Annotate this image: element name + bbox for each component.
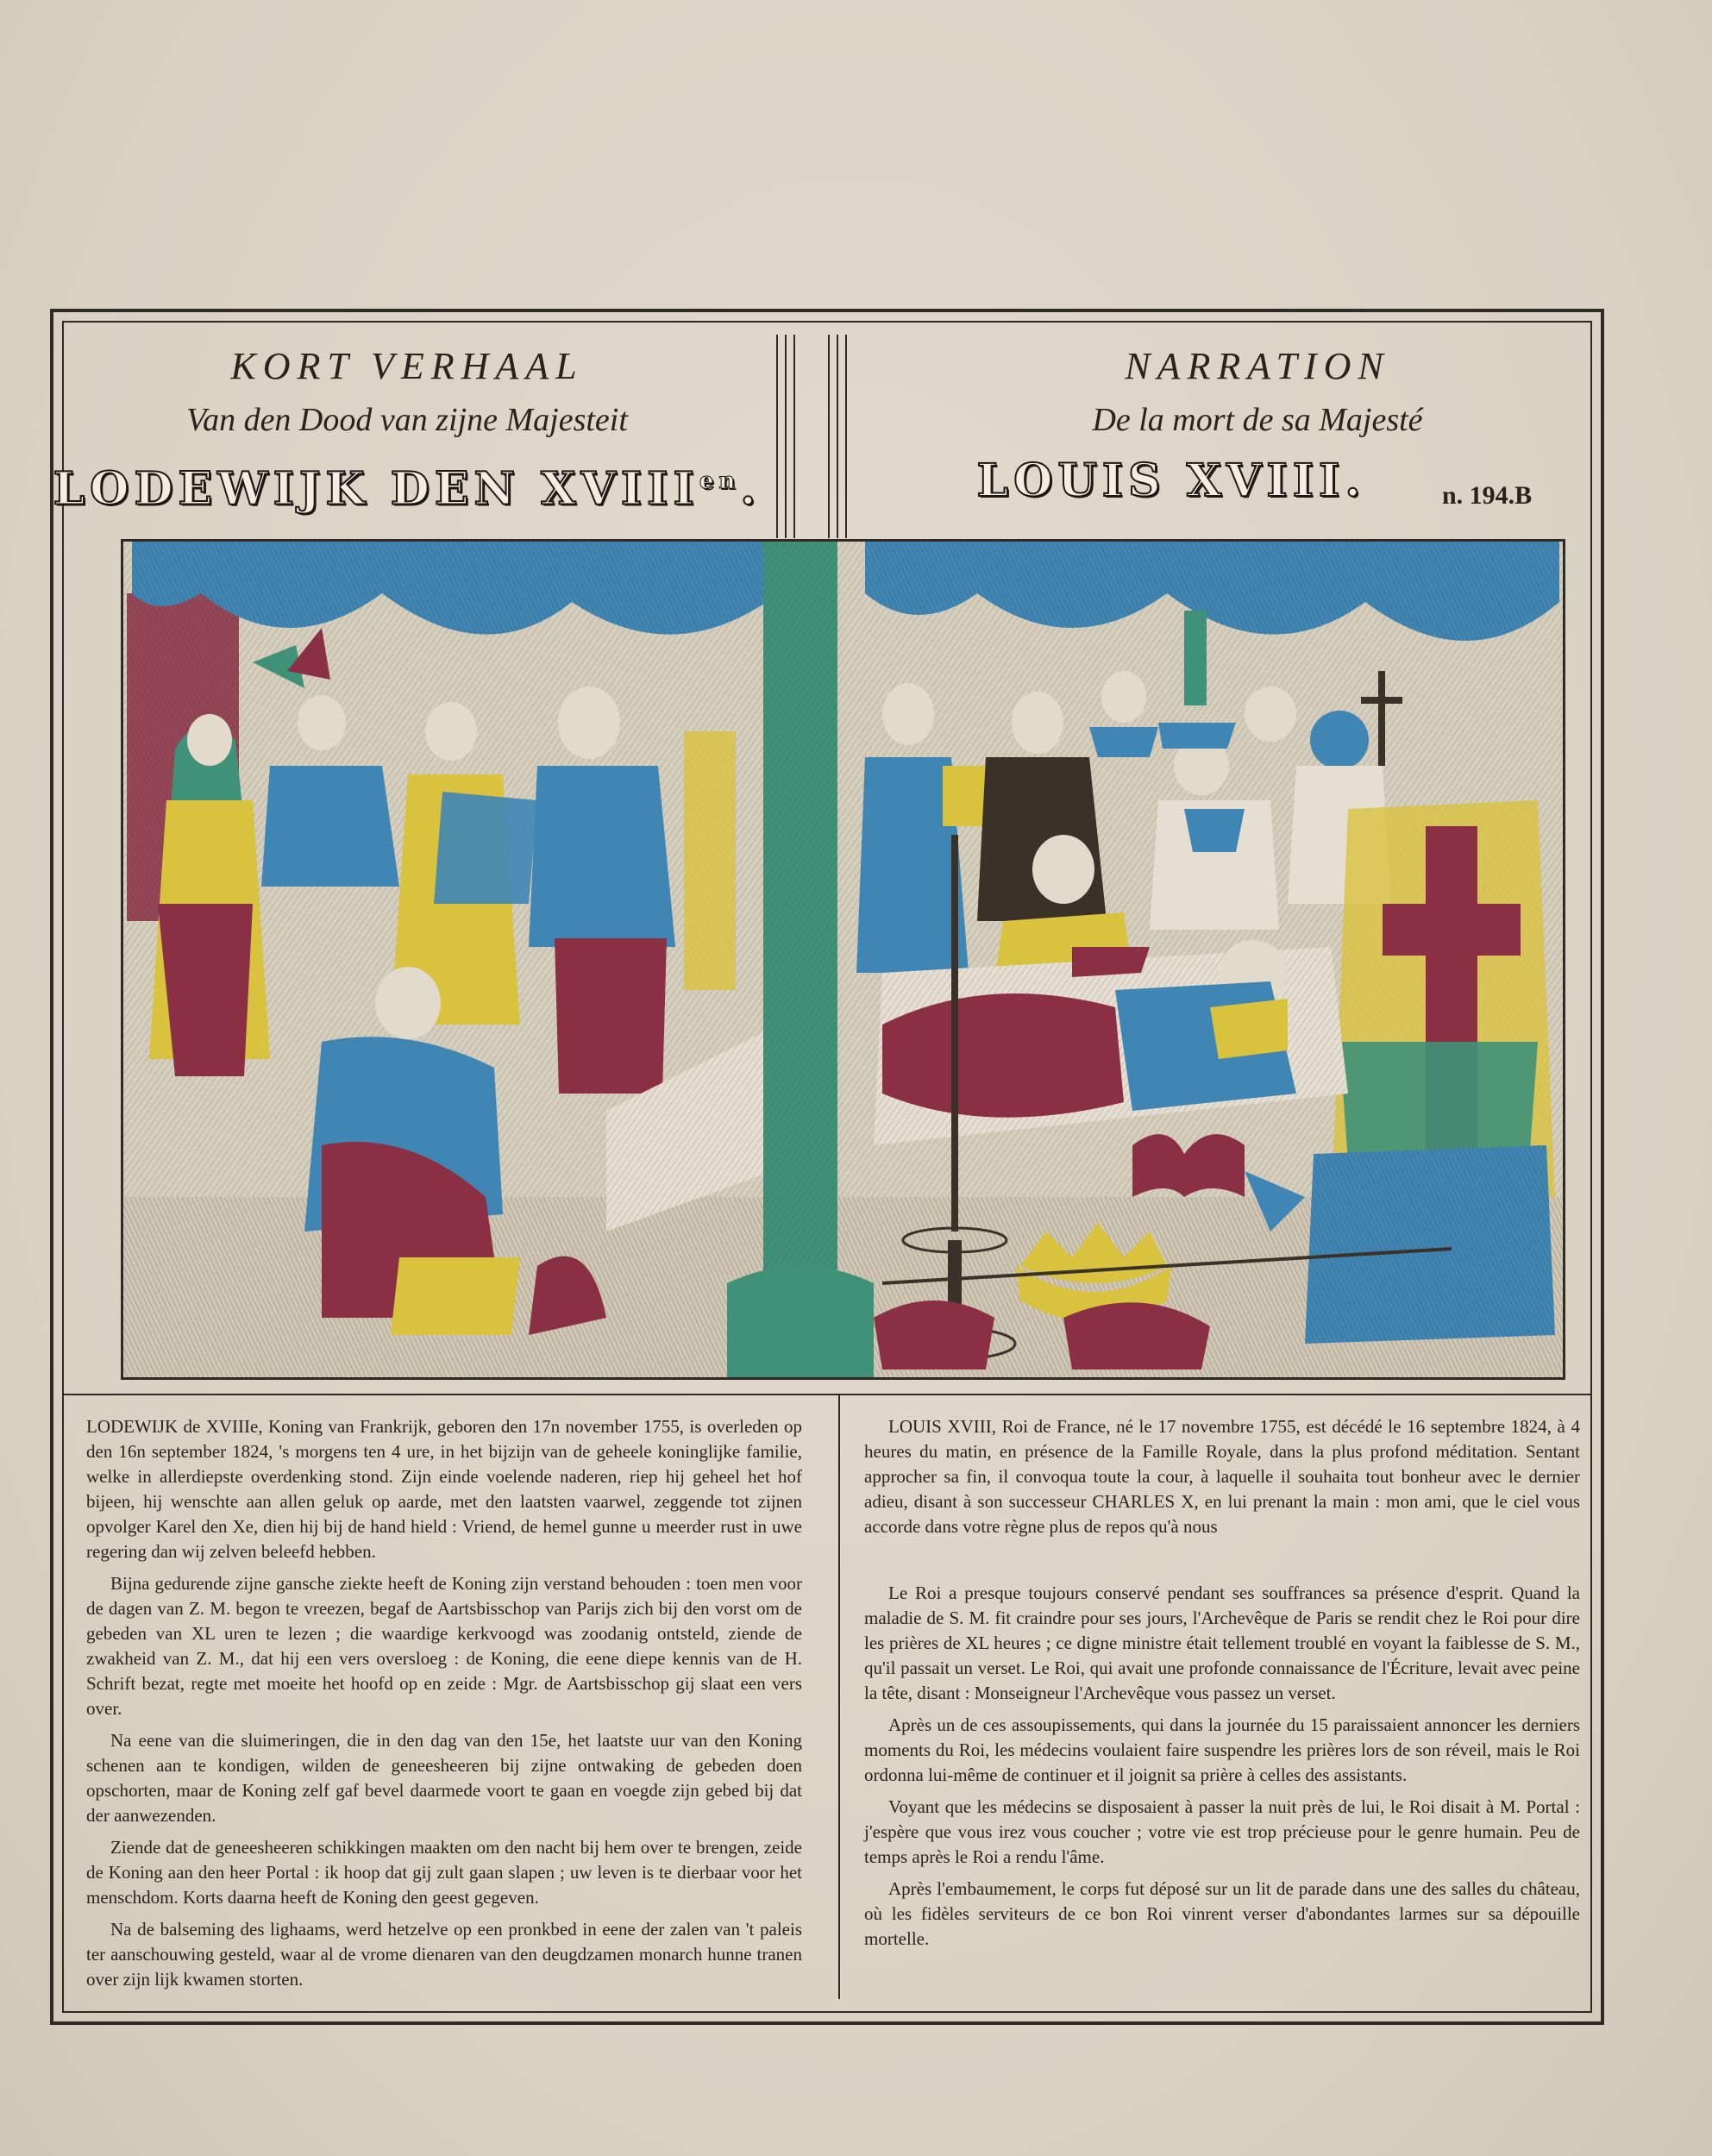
deathbed-scene-illustration: [123, 542, 1563, 1377]
french-title-line2: De la mort de sa Majesté: [1092, 402, 1423, 438]
header-divider-line: [837, 335, 838, 538]
print-reference-number: n. 194.B: [1442, 481, 1533, 510]
dutch-paragraph: Bijna gedurende zijne gansche ziekte heeft de Koning zijn verstand behouden : toen men voor de dagen van Z. M. begon te vreezen, begaf de Aartsbisschop van Parijs zich bij den vorst om de gebeden van XL uren te lezen ; die waardige kerkvoogd was zoodanig ontsteld, ziende de zwakheid van Z. M., dat hij een vers oversloeg : de Koning, die eene diepe kennis van de H. Schrift bezat, regte met moeite het hoofd op en zeide : Mgr. de Aartsbisschop gij slaat een vers over.: [86, 1573, 802, 1719]
dutch-paragraph: Na eene van die sluimeringen, die in den dag van den 15e, het laatste uur van den Koning schenen aan te kondigen, wilden de geneesheeren bij zijne ontwaking de gebeden doen opschorten, maar de Koning zelf gaf bevel daarmede voort te gaan en voegde zijn gebed bij dat der aanwezenden.: [86, 1730, 802, 1826]
dutch-paragraph: LODEWIJK de XVIIIe, Koning van Frankrijk, geboren den 17n november 1755, is overleden op den 16n september 1824, 's morgens ten 4 ure, in het bijzijn van de geheele koninglijke familie, welke in allerdiepste overdenking stond. Zijn einde voelende naderen, riep hij geheel het hof bijeen, hij wenschte aan allen geluk op aarde, met den laatsten vaarwel, zeggende tot zijnen opvolger Karel den Xe, dien hij bij de hand hield : Vriend, de hemel gunne u meerder rust in uwe regering dan wij zelven beleefd hebben.: [86, 1416, 802, 1562]
french-paragraph: Après un de ces assoupissements, qui dans la journée du 15 paraissaient annoncer les derniers moments du Roi, les médecins voulaient faire suspendre les prières lors de son réveil, mais le Roi ordonna lui-même de continuer et il joignit sa prière à celles des assistants.: [864, 1714, 1580, 1785]
text-divider-line: [838, 1395, 840, 1999]
header-divider-line: [828, 335, 830, 538]
french-paragraph: Voyant que les médecins se disposaient à passer la nuit près de lui, le Roi disait à M. Portal : j'espère que vous irez vous coucher ; votre vie est trop précieuse pour le genre humain. Peu de temps après le Roi a rendu l'âme.: [864, 1796, 1580, 1867]
french-text-column: [864, 1414, 1580, 1959]
french-title-line1: NARRATION: [1125, 345, 1390, 387]
dutch-title-line1: KORT VERHAAL: [230, 345, 584, 387]
dutch-title-block: [36, 341, 778, 523]
french-paragraph: Le Roi a presque toujours conservé pendant ses souffrances sa présence d'esprit. Quand la maladie de S. M. fit craindre pour ses jours, l'Archevêque de Paris se rendit chez le Roi pour dire les prières de XL heures ; ce digne ministre était tellement troublé en voyant la faiblesse de S. M., qu'il passait un verset. Le Roi, qui avait une profonde connaissance de l'Écriture, levait avec peine la tête, disant : Monseigneur l'Archevêque vous passez un verset.: [864, 1583, 1580, 1703]
header-divider-line: [793, 335, 795, 538]
paragraph-gap: [864, 1546, 1580, 1581]
dutch-title-line2: Van den Dood van zijne Majesteit: [186, 402, 628, 438]
french-paragraph: LOUIS XVIII, Roi de France, né le 17 novembre 1755, est décédé le 16 septembre 1824, à 4 heures du matin, en présence de la Famille Royale, dans la plus profond méditation. Sentant approcher sa fin, il convoqua toute la cour, à laquelle il souhaita tout bonheur avec le dernier adieu, disant à son successeur CHARLES X, en lui prenant la main : mon ami, que le ciel vous accorde dans votre règne plus de repos qu'à nous: [864, 1416, 1580, 1537]
dutch-title-king-name: LODEWIJK DEN $XVIII^{en}$.: [53, 462, 762, 516]
header-divider-line: [845, 335, 847, 538]
french-title-king-name: LOUIS XVIII.: [976, 454, 1366, 507]
illustration-plate: [121, 539, 1565, 1380]
header-divider-line: [785, 335, 787, 538]
dutch-paragraph: Ziende dat de geneesheeren schikkingen maakten om den nacht bij hem over te brengen, zeide de Koning aan den heer Portal : ik hoop dat gij zult gaan slapen ; uw leven is te dierbaar voor het menschdom. Korts daarna heeft de Koning den geest gegeven.: [86, 1837, 802, 1908]
plate-bottom-rule: [62, 1394, 1592, 1395]
dutch-text-column: [86, 1414, 802, 1999]
french-paragraph: Après l'embaumement, le corps fut déposé sur un lit de parade dans une des salles du château, où les fidèles serviteurs de ce bon Roi vinrent verser d'abondantes larmes sur sa dépouille mortelle.: [864, 1878, 1580, 1949]
dutch-paragraph: Na de balseming des lighaams, werd hetzelve op een pronkbed in eene der zalen van 't paleis ter aanschouwing gesteld, waar al de vrome dienaren van den deugdzamen monarch hunne tranen over zijn lijk kwamen storten.: [86, 1919, 802, 1990]
